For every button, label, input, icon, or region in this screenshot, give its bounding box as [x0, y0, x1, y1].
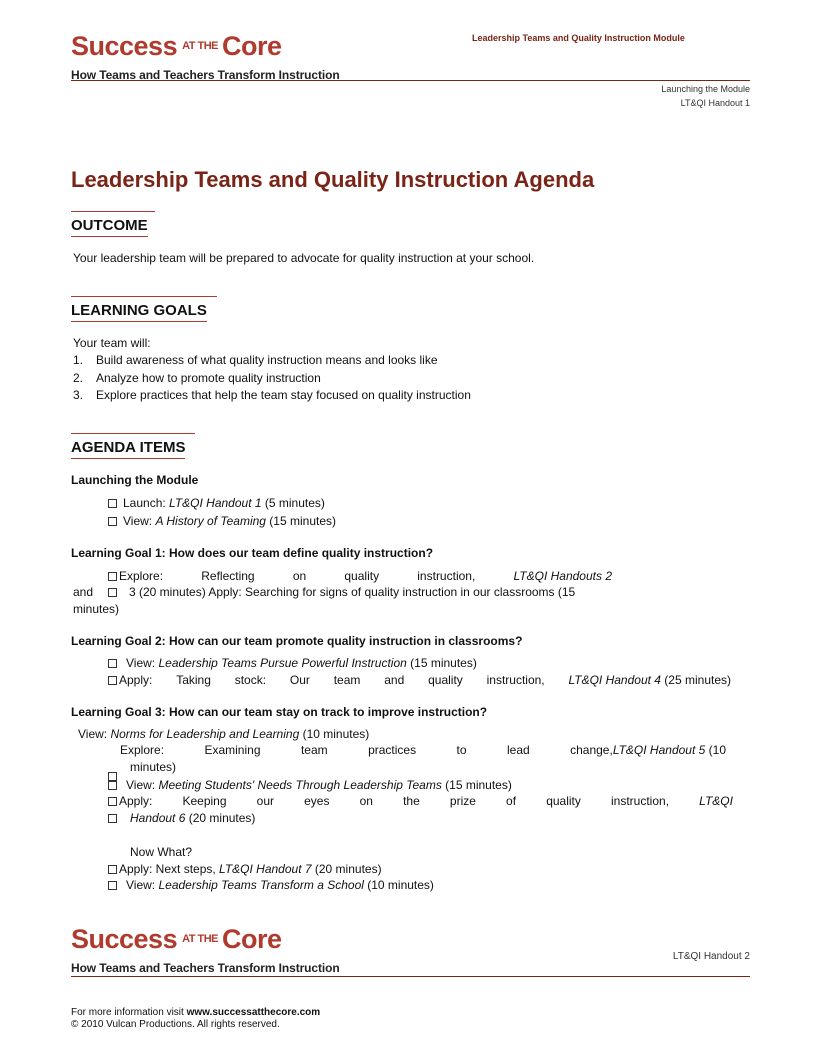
brand-at-the: AT THE — [182, 933, 218, 945]
goal1-title: Learning Goal 1: How does our team define quality instruction? — [71, 546, 434, 560]
goal3-view-1 — [78, 727, 369, 741]
item-title: LT&QI Handout 7 — [219, 862, 312, 876]
item-duration: (15 minutes) — [406, 656, 477, 670]
word: quality — [344, 569, 380, 583]
word: team — [300, 743, 328, 757]
outcome-heading: OUTCOME — [71, 217, 148, 237]
goal-number: 1. — [73, 353, 84, 367]
item-verb: View: — [123, 514, 156, 528]
goal-item — [73, 353, 438, 367]
launch-item-2 — [108, 514, 336, 528]
now-item-2 — [108, 878, 434, 892]
word: quality — [428, 673, 463, 687]
goal3-apply-line2 — [108, 811, 255, 825]
checkbox[interactable] — [108, 881, 117, 890]
goal2-title: Learning Goal 2: How can our team promote quality instruction in classrooms? — [71, 634, 523, 648]
word: stock: — [234, 673, 267, 687]
goal-item — [73, 371, 321, 385]
goal3-apply-line1 — [108, 794, 733, 808]
word: eyes — [304, 794, 330, 808]
footer-info — [71, 1007, 320, 1018]
goal-text: Build awareness of what quality instruction means and looks like — [96, 353, 438, 367]
footer-rule — [71, 976, 750, 977]
word: to — [456, 743, 467, 757]
item-title: LT&QI Handout 5 — [612, 743, 706, 757]
item-verb: Apply: Next steps, — [119, 862, 220, 876]
goal-text: Analyze how to promote quality instruction — [96, 371, 321, 385]
header-logo — [71, 33, 361, 82]
goal-number: 2. — [73, 371, 84, 385]
page-title: Leadership Teams and Quality Instruction Agenda — [71, 167, 595, 192]
goal2-item-1 — [108, 656, 477, 670]
agenda-top-rule — [71, 433, 195, 434]
launch-item-1 — [108, 496, 325, 510]
item-duration: (25 minutes) — [660, 673, 731, 687]
word: lead — [506, 743, 530, 757]
item-title: LT&QI Handouts 2 — [513, 569, 612, 583]
checkbox[interactable] — [108, 865, 117, 874]
word: and — [73, 585, 94, 599]
item-verb: Launch: — [123, 496, 170, 510]
brand-tagline: How Teams and Teachers Transform Instruction — [71, 68, 340, 82]
item-duration: (10 minutes) — [363, 878, 434, 892]
goal3-explore-line2: minutes) — [130, 760, 177, 774]
checkbox[interactable] — [108, 814, 117, 823]
agenda-heading: AGENDA ITEMS — [71, 439, 185, 459]
goals-heading: LEARNING GOALS — [71, 302, 207, 322]
word: instruction, — [486, 673, 545, 687]
launch-title: Launching the Module — [71, 473, 199, 487]
word: instruction, — [611, 794, 670, 808]
goal-text: Explore practices that help the team stay focused on quality instruction — [96, 388, 471, 402]
now-item-1 — [108, 862, 382, 876]
goal1-item-line3: minutes) — [73, 602, 120, 616]
checkbox[interactable] — [108, 517, 117, 526]
checkbox[interactable] — [108, 588, 117, 597]
item-title: LT&QI Handout 4 — [568, 673, 661, 687]
item-title: LT&QI Handout 1 — [169, 496, 262, 510]
goal3-explore-line1 — [120, 743, 726, 757]
goal1-item-line2 — [73, 585, 576, 599]
goal3-view-2 — [108, 778, 512, 792]
item-verb: View: — [126, 778, 159, 792]
item-title: Leadership Teams Transform a School — [158, 878, 364, 892]
goal2-item-2 — [108, 673, 731, 687]
item-duration: (20 minutes) — [185, 811, 256, 825]
item-title: Norms for Leadership and Learning — [110, 727, 300, 741]
word: the — [403, 794, 420, 808]
goal1-item-line1 — [108, 569, 612, 583]
word: and — [384, 673, 405, 687]
word: Explore: — [120, 743, 165, 757]
word: change, — [570, 743, 613, 757]
word: Apply: — [119, 673, 153, 687]
brand-core: Core — [222, 924, 282, 954]
word: Examining — [204, 743, 261, 757]
footer-info-text: For more information visit — [71, 1007, 187, 1018]
item-duration: (15 minutes) — [441, 778, 512, 792]
checkbox[interactable] — [108, 797, 117, 806]
item-duration: (10 — [705, 743, 726, 757]
word: quality — [546, 794, 581, 808]
footer-link[interactable]: www.successatthecore.com — [186, 1007, 321, 1018]
brand-success: Success — [71, 924, 178, 954]
word: instruction, — [417, 569, 476, 583]
brand-at-the: AT THE — [182, 40, 218, 52]
brand-core: Core — [222, 31, 282, 61]
goals-top-rule — [71, 296, 217, 297]
word: team — [333, 673, 361, 687]
checkbox[interactable] — [108, 659, 117, 668]
now-what-label: Now What? — [130, 845, 193, 859]
goal-item — [73, 388, 471, 402]
word: Apply: — [119, 794, 153, 808]
word: on — [292, 569, 307, 583]
word: Our — [289, 673, 310, 687]
item-duration: (20 minutes) — [311, 862, 382, 876]
brand-tagline: How Teams and Teachers Transform Instruction — [71, 961, 340, 975]
word: our — [256, 794, 274, 808]
word: prize — [449, 794, 476, 808]
item-title: A History of Teaming — [155, 514, 266, 528]
item-verb: View: — [126, 656, 159, 670]
word: Reflecting — [201, 569, 255, 583]
item-title: LT&QI — [699, 794, 733, 808]
brand-success: Success — [71, 31, 178, 61]
footer-logo — [71, 926, 361, 975]
item-verb: View: — [78, 727, 111, 741]
header-subtitle: Launching the Module — [661, 84, 750, 94]
word: practices — [368, 743, 417, 757]
outcome-text: Your leadership team will be prepared to advocate for quality instruction at your school. — [73, 251, 535, 265]
checkbox[interactable] — [108, 499, 117, 508]
word: of — [506, 794, 517, 808]
item-title: Leadership Teams Pursue Powerful Instruction — [158, 656, 407, 670]
item-title: Handout 6 — [130, 811, 186, 825]
checkbox[interactable] — [108, 781, 117, 790]
footer-copyright: © 2010 Vulcan Productions. All rights reserved. — [71, 1019, 280, 1030]
word: on — [359, 794, 373, 808]
word: Explore: — [119, 569, 164, 583]
word: Taking — [176, 673, 211, 687]
header-handout: LT&QI Handout 1 — [680, 98, 750, 108]
item-verb: View: — [126, 878, 159, 892]
module-title: Leadership Teams and Quality Instruction Module — [472, 33, 685, 43]
checkbox[interactable] — [108, 676, 117, 685]
checkbox[interactable] — [108, 572, 117, 581]
item-text: 3 (20 minutes) Apply: Searching for signs of quality instruction in our classrooms (15 — [129, 585, 576, 599]
goal-number: 3. — [73, 388, 84, 402]
header-rule — [71, 80, 750, 81]
outcome-top-rule — [71, 211, 155, 212]
item-title: Meeting Students' Needs Through Leadership Teams — [158, 778, 442, 792]
word: Keeping — [182, 794, 227, 808]
item-duration: (5 minutes) — [261, 496, 325, 510]
item-duration: (15 minutes) — [265, 514, 336, 528]
footer-handout: LT&QI Handout 2 — [672, 951, 750, 962]
goal3-title: Learning Goal 3: How can our team stay on track to improve instruction? — [71, 705, 488, 719]
goals-intro: Your team will: — [73, 336, 151, 350]
item-duration: (10 minutes) — [299, 727, 370, 741]
